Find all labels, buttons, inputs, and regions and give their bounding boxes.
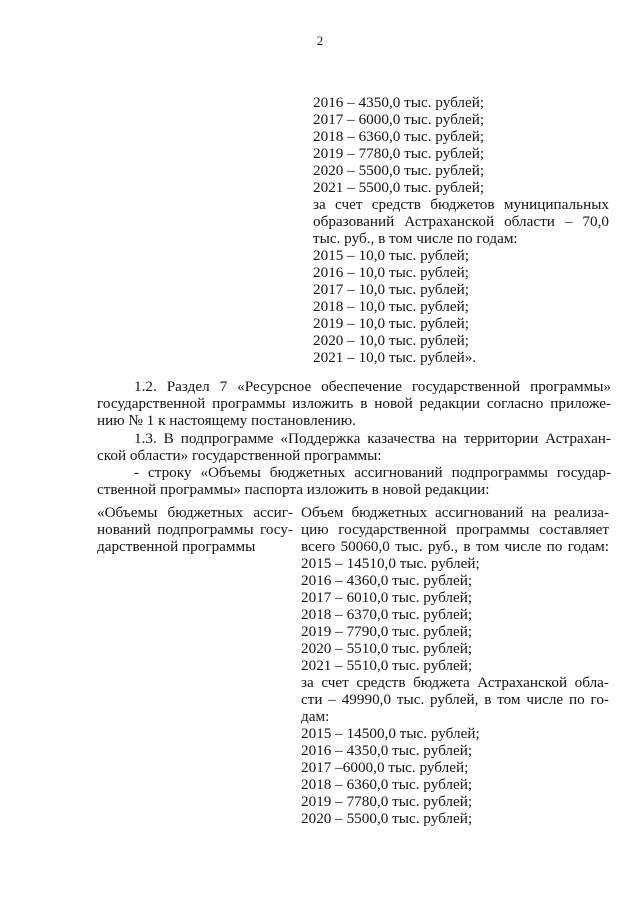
list-line: тыс. руб., в том числе по годам: bbox=[313, 230, 518, 247]
paragraph-1-3 bbox=[97, 430, 611, 498]
page-number: 2 bbox=[316, 33, 324, 48]
row-value-line: 2020 – 5510,0 тыс. рублей; bbox=[301, 640, 473, 657]
row-value-column bbox=[301, 504, 609, 827]
row-value-line: дам: bbox=[301, 708, 330, 725]
row-value-line: 2016 – 4350,0 тыс. рублей; bbox=[301, 742, 473, 759]
list-line: 2019 – 7780,0 тыс. рублей; bbox=[313, 145, 485, 162]
list-line: 2018 – 6360,0 тыс. рублей; bbox=[313, 128, 485, 145]
row-value-line: 2021 – 5510,0 тыс. рублей; bbox=[301, 657, 473, 674]
row-value-line: Объем бюджетных ассигнований на реализа- bbox=[301, 504, 609, 521]
row-value-line: 2017 –6000,0 тыс. рублей; bbox=[301, 759, 469, 776]
paragraph-1-2 bbox=[97, 378, 611, 429]
row-value-line: 2016 – 4360,0 тыс. рублей; bbox=[301, 572, 473, 589]
list-line: 2016 – 4350,0 тыс. рублей; bbox=[313, 94, 485, 111]
funding-list-top bbox=[313, 94, 609, 366]
paragraph-line: государственной программы изложить в новой редакции согласно приложе- bbox=[97, 395, 611, 412]
paragraph-line: нию № 1 к настоящему постановлению. bbox=[97, 412, 356, 429]
list-line: 2020 – 10,0 тыс. рублей; bbox=[313, 332, 469, 349]
list-line: 2017 – 10,0 тыс. рублей; bbox=[313, 281, 469, 298]
row-value-line: 2015 – 14500,0 тыс. рублей; bbox=[301, 725, 480, 742]
row-value-line: сти – 49990,0 тыс. рублей, в том числе по го- bbox=[301, 691, 609, 708]
row-value-line: 2017 – 6010,0 тыс. рублей; bbox=[301, 589, 473, 606]
paragraph-line: 1.2. Раздел 7 «Ресурсное обеспечение государственной программы» bbox=[134, 378, 611, 395]
row-value-line: цию государственной программы составляет bbox=[301, 521, 609, 538]
list-line: 2016 – 10,0 тыс. рублей; bbox=[313, 264, 469, 281]
list-line: 2021 – 10,0 тыс. рублей». bbox=[313, 349, 477, 366]
row-value-line: за счет средств бюджета Астраханской обла- bbox=[301, 674, 609, 691]
row-value-line: 2020 – 5500,0 тыс. рублей; bbox=[301, 810, 473, 827]
paragraph-line: ственной программы» паспорта изложить в новой редакции: bbox=[97, 481, 490, 498]
list-line: 2015 – 10,0 тыс. рублей; bbox=[313, 247, 469, 264]
list-line: 2018 – 10,0 тыс. рублей; bbox=[313, 298, 469, 315]
row-label-line: нований подпрограммы госу- bbox=[97, 521, 293, 538]
paragraph-line: - строку «Объемы бюджетных ассигнований подпрограммы государ- bbox=[134, 464, 611, 481]
row-value-line: всего 50060,0 тыс. руб., в том числе по годам: bbox=[301, 538, 609, 555]
paragraph-line: 1.3. В подпрограмме «Поддержка казачества на территории Астрахан- bbox=[134, 430, 611, 447]
row-value-line: 2019 – 7780,0 тыс. рублей; bbox=[301, 793, 473, 810]
row-value-line: 2018 – 6370,0 тыс. рублей; bbox=[301, 606, 473, 623]
list-line: образований Астраханской области – 70,0 bbox=[313, 213, 609, 230]
list-line: за счет средств бюджетов муниципальных bbox=[313, 196, 609, 213]
row-label-line: «Объемы бюджетных ассиг- bbox=[97, 504, 293, 521]
row-label-column bbox=[97, 504, 293, 555]
row-label-line: дарственной программы bbox=[97, 538, 256, 555]
paragraph-line: ской области» государственной программы: bbox=[97, 447, 382, 464]
list-line: 2021 – 5500,0 тыс. рублей; bbox=[313, 179, 485, 196]
row-value-line: 2018 – 6360,0 тыс. рублей; bbox=[301, 776, 473, 793]
row-value-line: 2015 – 14510,0 тыс. рублей; bbox=[301, 555, 480, 572]
row-value-line: 2019 – 7790,0 тыс. рублей; bbox=[301, 623, 473, 640]
list-line: 2019 – 10,0 тыс. рублей; bbox=[313, 315, 469, 332]
list-line: 2020 – 5500,0 тыс. рублей; bbox=[313, 162, 485, 179]
list-line: 2017 – 6000,0 тыс. рублей; bbox=[313, 111, 485, 128]
